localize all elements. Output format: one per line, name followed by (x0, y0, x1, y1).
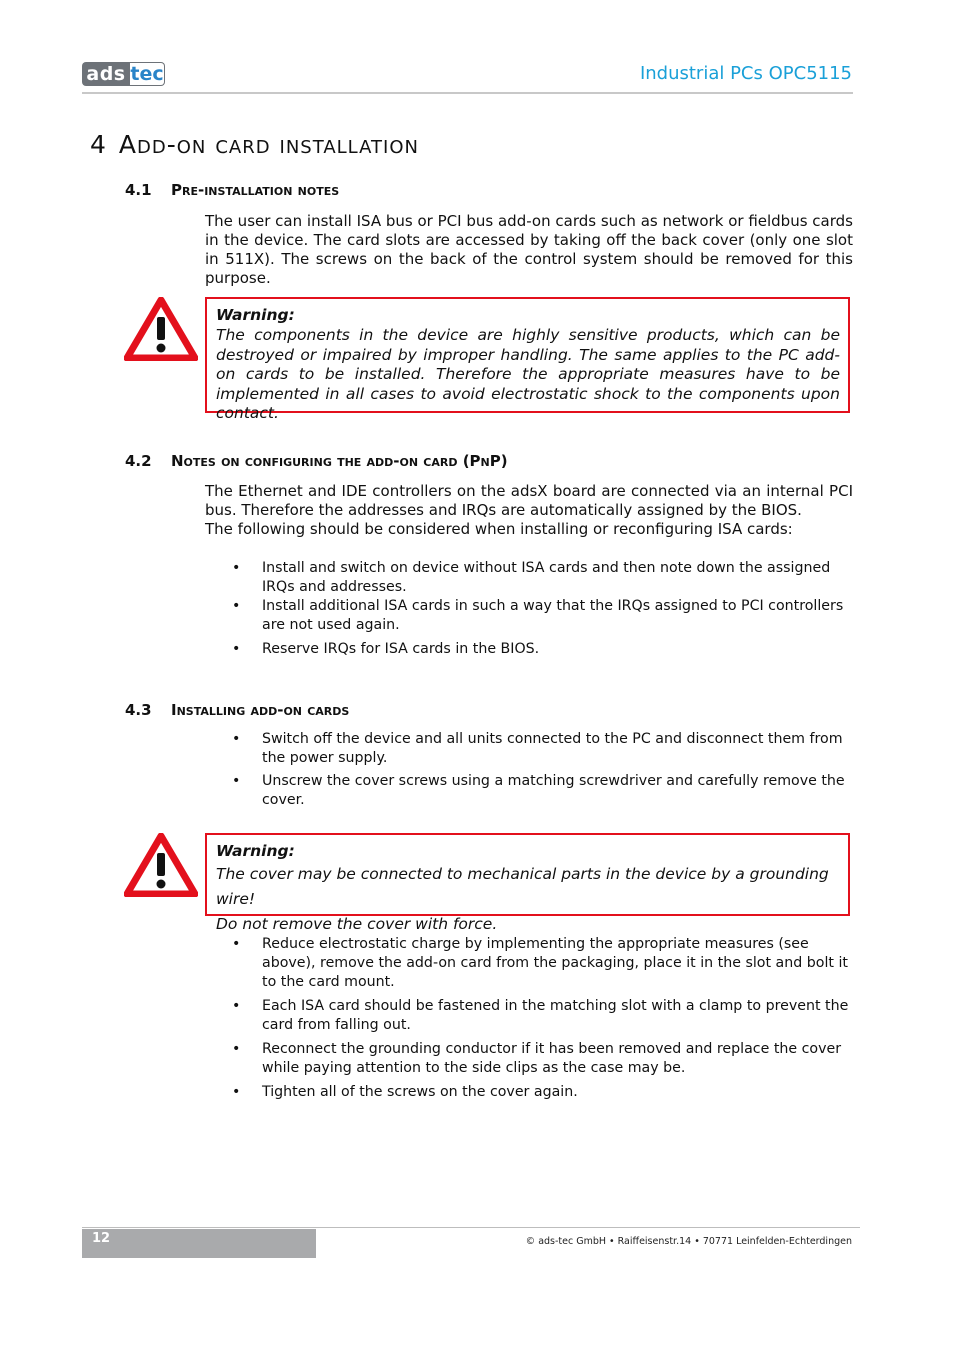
bullet-list-4-2 (228, 559, 853, 659)
header-divider (82, 92, 853, 94)
bullet-list-4-3-a (228, 730, 853, 810)
list-item: • Reconnect the grounding conductor if it has been removed and replace the cover while paying attention to the side clips as the case may be. (228, 1040, 853, 1078)
list-item: • Install additional ISA cards in such a way that the IRQs assigned to PCI controllers are not used again. (228, 597, 853, 635)
warning-text: Do not remove the cover with force. (216, 915, 498, 933)
logo-tec-part: tec (130, 63, 164, 85)
section-heading-4-3 (125, 701, 349, 719)
warning-triangle-icon (124, 833, 198, 897)
footer-copyright: © ads-tec GmbH • Raiffeisenstr.14 • 70771 Leinfelden-Echterdingen (525, 1236, 852, 1247)
list-item: • Install and switch on device without ISA cards and then note down the assigned IRQs and addresses. (228, 559, 853, 597)
page-number: 12 (92, 1231, 111, 1246)
warning-triangle-icon (124, 297, 198, 361)
page-number-box (82, 1229, 316, 1258)
warning-title: Warning: (216, 842, 295, 860)
chapter-heading (90, 130, 419, 159)
warning-text: The cover may be connected to mechanical parts in the device by a grounding wire! (216, 865, 829, 908)
list-item: • Tighten all of the screws on the cover again. (228, 1083, 853, 1102)
logo-ads-part: ads (82, 62, 130, 86)
section-4-1-body (205, 212, 853, 288)
warning-title: Warning: (216, 306, 295, 324)
list-item: • Switch off the device and all units connected to the PC and disconnect them from the power supply. (228, 730, 853, 768)
bullet-list-4-3-b (228, 935, 853, 1102)
section-title: Pre-installation notes (171, 181, 340, 199)
section-number: 4.2 (125, 452, 152, 470)
section-number: 4.3 (125, 701, 152, 719)
warning-box (205, 297, 850, 422)
paragraph: The Ethernet and IDE controllers on the adsX board are connected via an internal PCI bus. Therefore the addresses and IRQs are automatically assigned by the BIOS. (205, 482, 853, 519)
section-number: 4.1 (125, 181, 152, 199)
list-item: • Unscrew the cover screws using a matching screwdriver and carefully remove the cover. (228, 772, 853, 810)
list-item: • Each ISA card should be fastened in the matching slot with a clamp to prevent the card from falling out. (228, 997, 853, 1035)
section-heading-4-1 (125, 181, 339, 199)
list-item: • Reduce electrostatic charge by implementing the appropriate measures (see above), remove the add-on card from the packaging, place it in the slot and bolt it to the card mount. (228, 935, 853, 992)
warning-text: The components in the device are highly sensitive products, which can be destroyed or impaired by improper handling. The same applies to the PC add-on cards to be installed. Therefore the appropriate measures have to be implemented in all cases to avoid electrostatic shock to the components upon contact. (216, 326, 840, 422)
chapter-title: Add-on card installation (118, 130, 419, 159)
footer-divider (82, 1227, 860, 1228)
section-title: Notes on configuring the add-on card (PnP) (171, 452, 508, 470)
list-item: • Reserve IRQs for ISA cards in the BIOS. (228, 640, 853, 659)
section-heading-4-2 (125, 452, 508, 470)
paragraph: The user can install ISA bus or PCI bus add-on cards such as network or fieldbus cards in the device. The card slots are accessed by taking off the back cover (only one slot in 511X). The screws on the back of the control system should be removed for this purpose. (205, 212, 853, 287)
section-title: Installing add-on cards (171, 701, 350, 719)
chapter-number: 4 (90, 130, 107, 159)
section-4-2-body (205, 482, 853, 539)
ads-tec-logo (82, 62, 166, 88)
document-title: Industrial PCs OPC5115 (639, 63, 852, 84)
paragraph: The following should be considered when installing or reconfiguring ISA cards: (205, 520, 793, 538)
warning-box (205, 833, 850, 933)
